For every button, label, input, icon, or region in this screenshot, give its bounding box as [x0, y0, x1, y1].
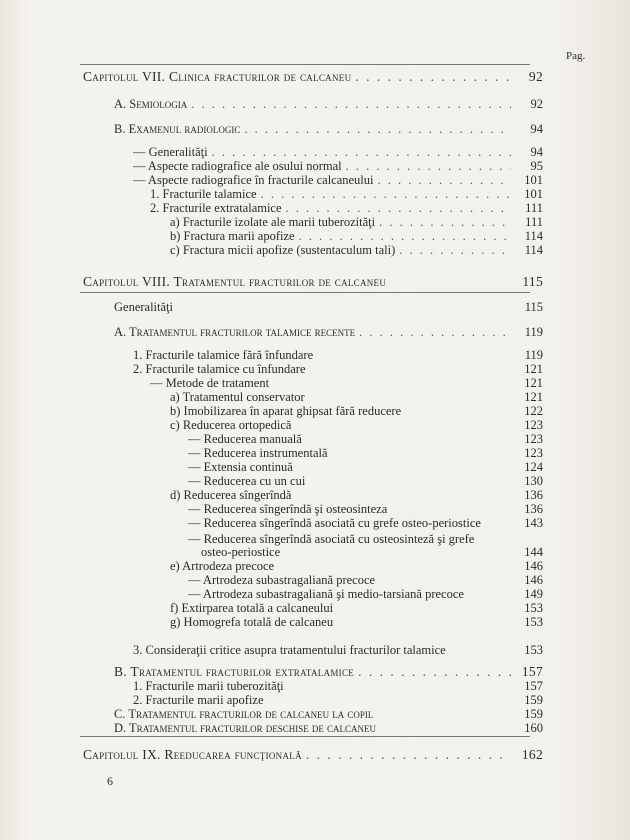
toc-entry: — Aspecte radiografice în fracturile calcaneului . . . 101	[133, 173, 543, 187]
toc-entry: a) Fracturile izolate ale marii tuberozităţi . . . 111	[170, 215, 543, 229]
toc-entry: B. Tratamentul fracturilor extratalamice . . . 157	[114, 665, 543, 679]
toc-entry: b) Fractura marii apofize . . . 114	[170, 229, 543, 243]
toc-entry: — Aspecte radiografice ale osului normal . . . 95	[133, 159, 543, 173]
toc-entry: f) Extirparea totală a calcaneului 153	[170, 601, 543, 615]
separator-top	[80, 64, 530, 65]
separator	[80, 292, 530, 293]
toc-entry-chapter-9: Capitolul IX. Reeducarea funcţională . . . 162	[83, 748, 543, 762]
toc-entry: — Reducerea sîngerîndă asociată cu osteosinteză şi grefe	[188, 532, 475, 546]
toc-entry: Generalităţi 115	[114, 300, 543, 314]
toc-entry: g) Homogrefa totală de calcaneu 153	[170, 615, 543, 629]
toc-entry: — Reducerea instrumentală 123	[188, 446, 543, 460]
toc-entry: — Artrodeza subastragaliană şi medio-tarsiană precoce 149	[188, 587, 543, 601]
toc-entry: e) Artrodeza precoce 146	[170, 559, 543, 573]
toc-entry: — Generalităţi . . . 94	[133, 145, 543, 159]
toc-entry: A. Tratamentul fracturilor talamice recente . . . 119	[114, 325, 543, 339]
toc-entry: C. Tratamentul fracturilor de calcaneu la copil 159	[114, 707, 543, 721]
toc-entry: — Reducerea sîngerîndă asociată cu grefe osteo-periostice 143	[188, 516, 543, 530]
toc-entry: 2. Fracturile marii apofize 159	[133, 693, 543, 707]
toc-entry: — Artrodeza subastragaliană precoce 146	[188, 573, 543, 587]
toc-entry: — Reducerea cu un cui 130	[188, 474, 543, 488]
toc-entry: c) Fractura micii apofize (sustentaculum tali) . . . 114	[170, 243, 543, 257]
page-column-header: Pag.	[566, 50, 586, 62]
toc-entry: c) Reducerea ortopedică 123	[170, 418, 543, 432]
toc-entry: b) Imobilizarea în aparat ghipsat fără reducere 122	[170, 404, 543, 418]
toc-entry: — Reducerea sîngerîndă şi osteosinteza 136	[188, 502, 543, 516]
toc-entry: 3. Consideraţii critice asupra tratamentului fracturilor talamice 153	[133, 643, 543, 657]
toc-entry: osteo-periostice 144	[201, 545, 543, 559]
toc-entry: 1. Fracturile talamice . . . 101	[150, 187, 543, 201]
toc-entry: 1. Fracturile talamice fără înfundare 119	[133, 348, 543, 362]
page-number: 6	[107, 774, 113, 788]
toc-entry-chapter-8: Capitolul VIII. Tratamentul fracturilor de calcaneu 115	[83, 274, 543, 289]
toc-entry: B. Examenul radiologic . . . 94	[114, 122, 543, 136]
toc-entry: A. Semiologia . . . 92	[114, 97, 543, 111]
toc-entry: a) Tratamentul conservator 121	[170, 390, 543, 404]
toc-entry: D. Tratamentul fracturilor deschise de calcaneu 160	[114, 721, 543, 735]
toc-entry: — Metode de tratament 121	[150, 376, 543, 390]
toc-entry: 2. Fracturile talamice cu înfundare 121	[133, 362, 543, 376]
toc-entry: 1. Fracturile marii tuberozităţi 157	[133, 679, 543, 693]
toc-entry: — Extensia continuă 124	[188, 460, 543, 474]
toc-entry: 2. Fracturile extratalamice . . . 111	[150, 201, 543, 215]
separator	[80, 736, 530, 737]
toc-entry-chapter-7: Capitolul VII. Clinica fracturilor de calcaneu . . . 92	[83, 70, 543, 84]
toc-entry: d) Reducerea sîngerîndă 136	[170, 488, 543, 502]
toc-entry: — Reducerea manuală 123	[188, 432, 543, 446]
